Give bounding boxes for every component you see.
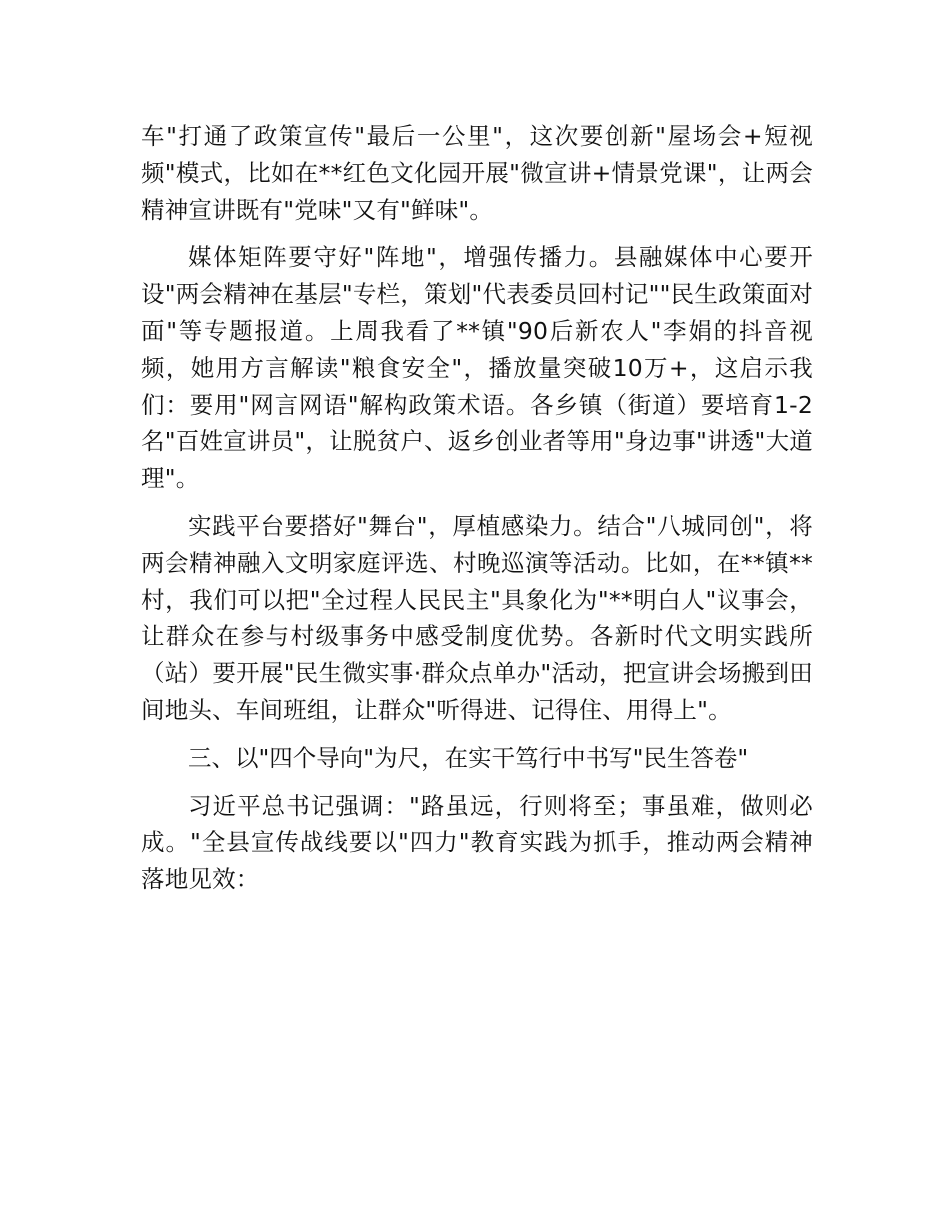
section-heading: 三、以"四个导向"为尺，在实干笃行中书写"民生答卷" — [188, 743, 749, 772]
paragraph-continuation: 车"打通了政策宣传"最后一公里"，这次要创新"屋场会+短视频"模式，比如在**红色文化园开展"微宣讲+情景党课"，让两会精神宣讲既有"党味"又有"鲜味"。 — [141, 122, 813, 224]
paragraph-practice-platform: 实践平台要搭好"舞台"，厚植感染力。结合"八城同创"，将两会精神融入文明家庭评选、村晚巡演等活动。比如，在**镇**村，我们可以把"全过程人民民主"具象化为"**明白人"议事会，让群众在参与村级事务中感受制度优势。各新时代文明实践所（站）要开展"民生微实事·群众点单办"活动，把宣讲会场搬到田间地头、车间班组，让群众"听得进、记得住、用得上"。 — [141, 511, 813, 724]
document-page — [141, 118, 813, 909]
paragraph-media-matrix: 媒体矩阵要守好"阵地"，增强传播力。县融媒体中心要开设"两会精神在基层"专栏，策划"代表委员回村记""民生政策面对面"等专题报道。上周我看了**镇"90后新农人"李娟的抖音视频，她用方言解读"粮食安全"，播放量突破10万+，这启示我们：要用"网言网语"解构政策术语。各乡镇（街道）要培育1-2名"百姓宣讲员"，让脱贫户、返乡创业者等用"身边事"讲透"大道理"。 — [141, 243, 813, 493]
paragraph-closing: 习近平总书记强调："路虽远，行则将至；事虽难，做则必成。"全县宣传战线要以"四力"教育实践为抓手，推动两会精神落地见效： — [141, 791, 813, 894]
